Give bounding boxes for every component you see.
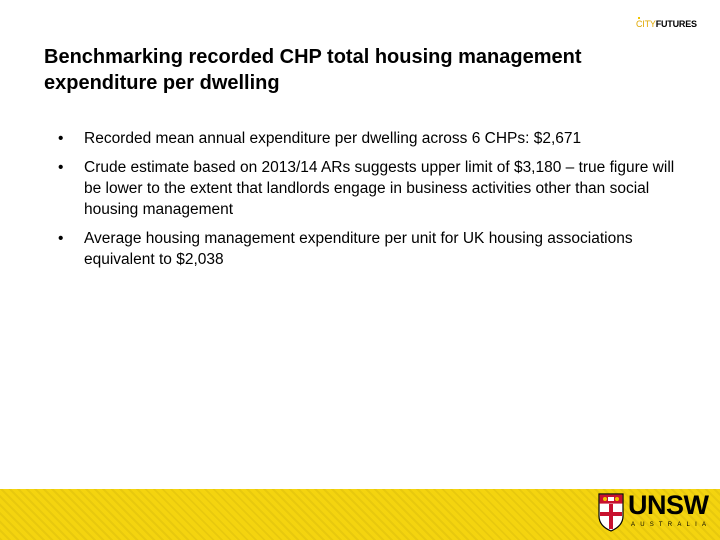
city-futures-logo [636,14,702,34]
bullet-marker: • [58,230,64,247]
australia-wordmark: AUSTRALIA [631,522,712,528]
logo-futures: FUTURES [655,19,697,29]
slide-title: Benchmarking recorded CHP total housing management expenditure per dwelling [44,46,582,94]
bullet-marker: • [58,159,64,176]
bullet-item [58,157,678,220]
bullet-text: Recorded mean annual expenditure per dwelling across 6 CHPs: $2,671 [84,130,582,147]
logo-city: CITY [636,19,656,29]
bullet-list [58,128,678,278]
bullet-marker: • [58,130,64,147]
unsw-wordmark: UNSW [628,490,709,520]
bullet-item [58,228,678,270]
logo-text [636,19,697,29]
bullet-item [58,128,678,149]
bullet-text: Average housing management expenditure per unit for UK housing associations equivalent to $2,038 [84,230,633,268]
bullet-text: Crude estimate based on 2013/14 ARs suggests upper limit of $3,180 – true figure will be lower to the extent that landlords engage in business activities other than social housing management [84,159,675,218]
unsw-crest-icon [598,492,624,532]
